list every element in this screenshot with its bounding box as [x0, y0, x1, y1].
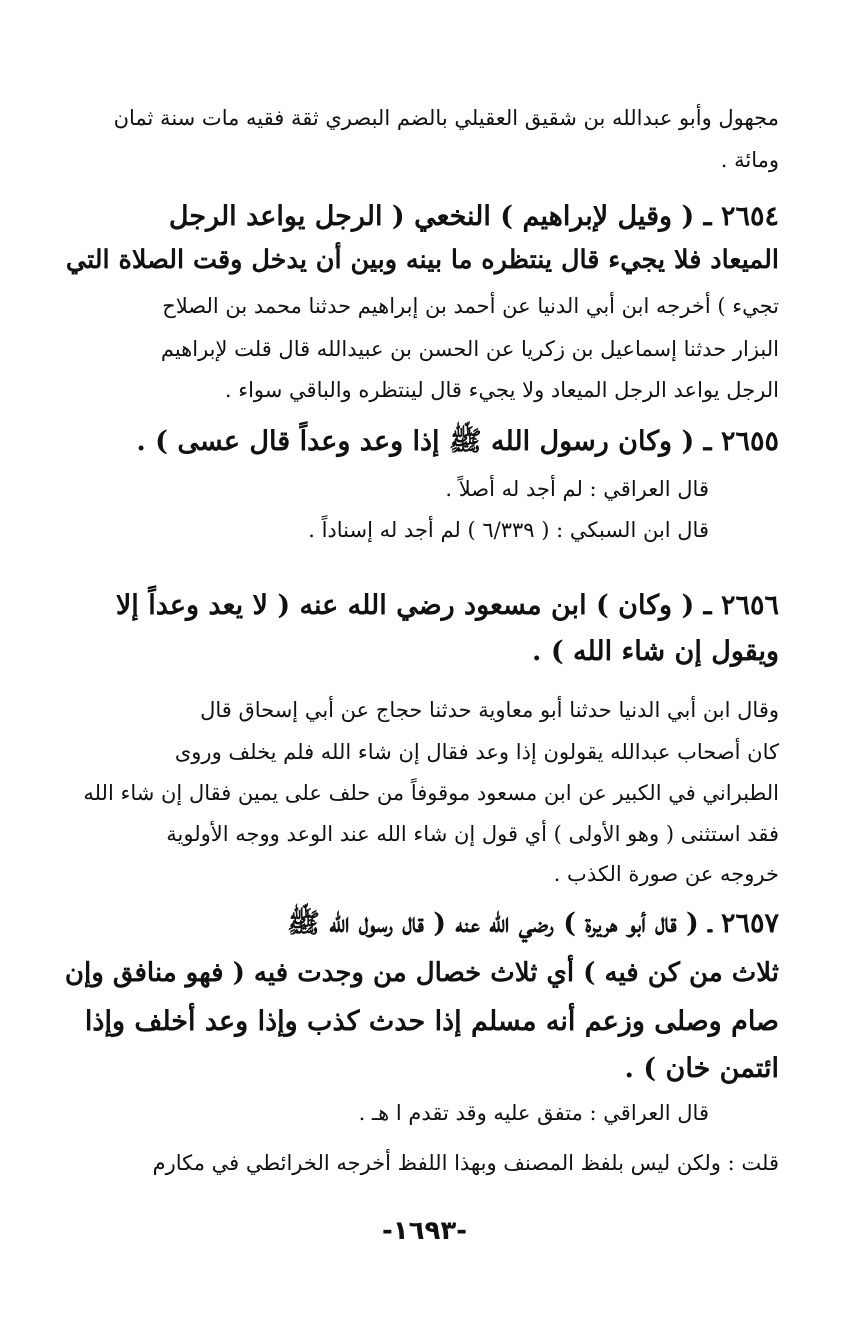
text-line: فقد استثنى ( وهو الأولى ) أي قول إن شاء الله عند الوعد ووجه الأولوية: [166, 822, 779, 846]
text-line: الطبراني في الكبير عن ابن مسعود موقوفاً من حلف على يمين فقال إن شاء الله: [83, 781, 779, 805]
hadith-heading: ٢٦٥٦ ـ ( وكان ) ابن مسعود رضي الله عنه ( لا يعد وعداً إلا: [115, 590, 779, 621]
text-line: كان أصحاب عبدالله يقولون إذا وعد فقال إن شاء الله فلم يخلف وروى: [174, 740, 779, 764]
hadith-text: الميعاد فلا يجيء قال ينتظره ما بينه وبين أن يدخل وقت الصلاة التي: [65, 245, 779, 275]
page-number: -١٦٩٣-: [381, 1216, 468, 1246]
text-line: قلت : ولكن ليس بلفظ المصنف وبهذا اللفظ أخرجه الخرائطي في مكارم: [152, 1151, 779, 1175]
hadith-heading: ٢٦٥٧ ـ ( قال أبو هريرة ) رضي الله عنه ( قال رسول الله ﷺ: [287, 908, 779, 939]
text-line: وقال ابن أبي الدنيا حدثنا أبو معاوية حدثنا حجاج عن أبي إسحاق قال: [200, 698, 779, 722]
hadith-text: ويقول إن شاء الله ) .: [532, 636, 779, 667]
text-line: ومائة .: [720, 148, 779, 172]
text-line: البزار حدثنا إسماعيل بن زكريا عن الحسن بن عبيدالله قال قلت لإبراهيم: [160, 337, 779, 361]
hadith-text: ثلاث من كن فيه ) أي ثلاث خصال من وجدت فيه ( فهو منافق وإن: [64, 958, 779, 988]
hadith-text: صام وصلى وزعم أنه مسلم إذا حدث كذب وإذا وعد أخلف وإذا: [84, 1006, 779, 1037]
text-line: مجهول وأبو عبدالله بن شقيق العقيلي بالضم البصري ثقة فقيه مات سنة ثمان: [113, 106, 779, 130]
citation-line: قال العراقي : لم أجد له أصلاً .: [445, 477, 709, 501]
text-line: تجيء ) أخرجه ابن أبي الدنيا عن أحمد بن إبراهيم حدثنا محمد بن الصلاح: [162, 294, 779, 318]
citation-line: قال ابن السبكي : ( ٦/٣٣٩ ) لم أجد له إسناداً .: [308, 518, 709, 542]
hadith-text: ائتمن خان ) .: [624, 1053, 779, 1084]
text-line: خروجه عن صورة الكذب .: [553, 862, 779, 886]
hadith-heading: ٢٦٥٥ ـ ( وكان رسول الله ﷺ إذا وعد وعداً قال عسى ) .: [136, 426, 779, 457]
citation-line: قال العراقي : متفق عليه وقد تقدم ا هـ .: [358, 1101, 709, 1125]
text-line: الرجل يواعد الرجل الميعاد ولا يجيء قال لينتظره والباقي سواء .: [224, 378, 779, 402]
hadith-heading: ٢٦٥٤ ـ ( وقيل لإبراهيم ) النخعي ( الرجل يواعد الرجل: [168, 201, 779, 232]
